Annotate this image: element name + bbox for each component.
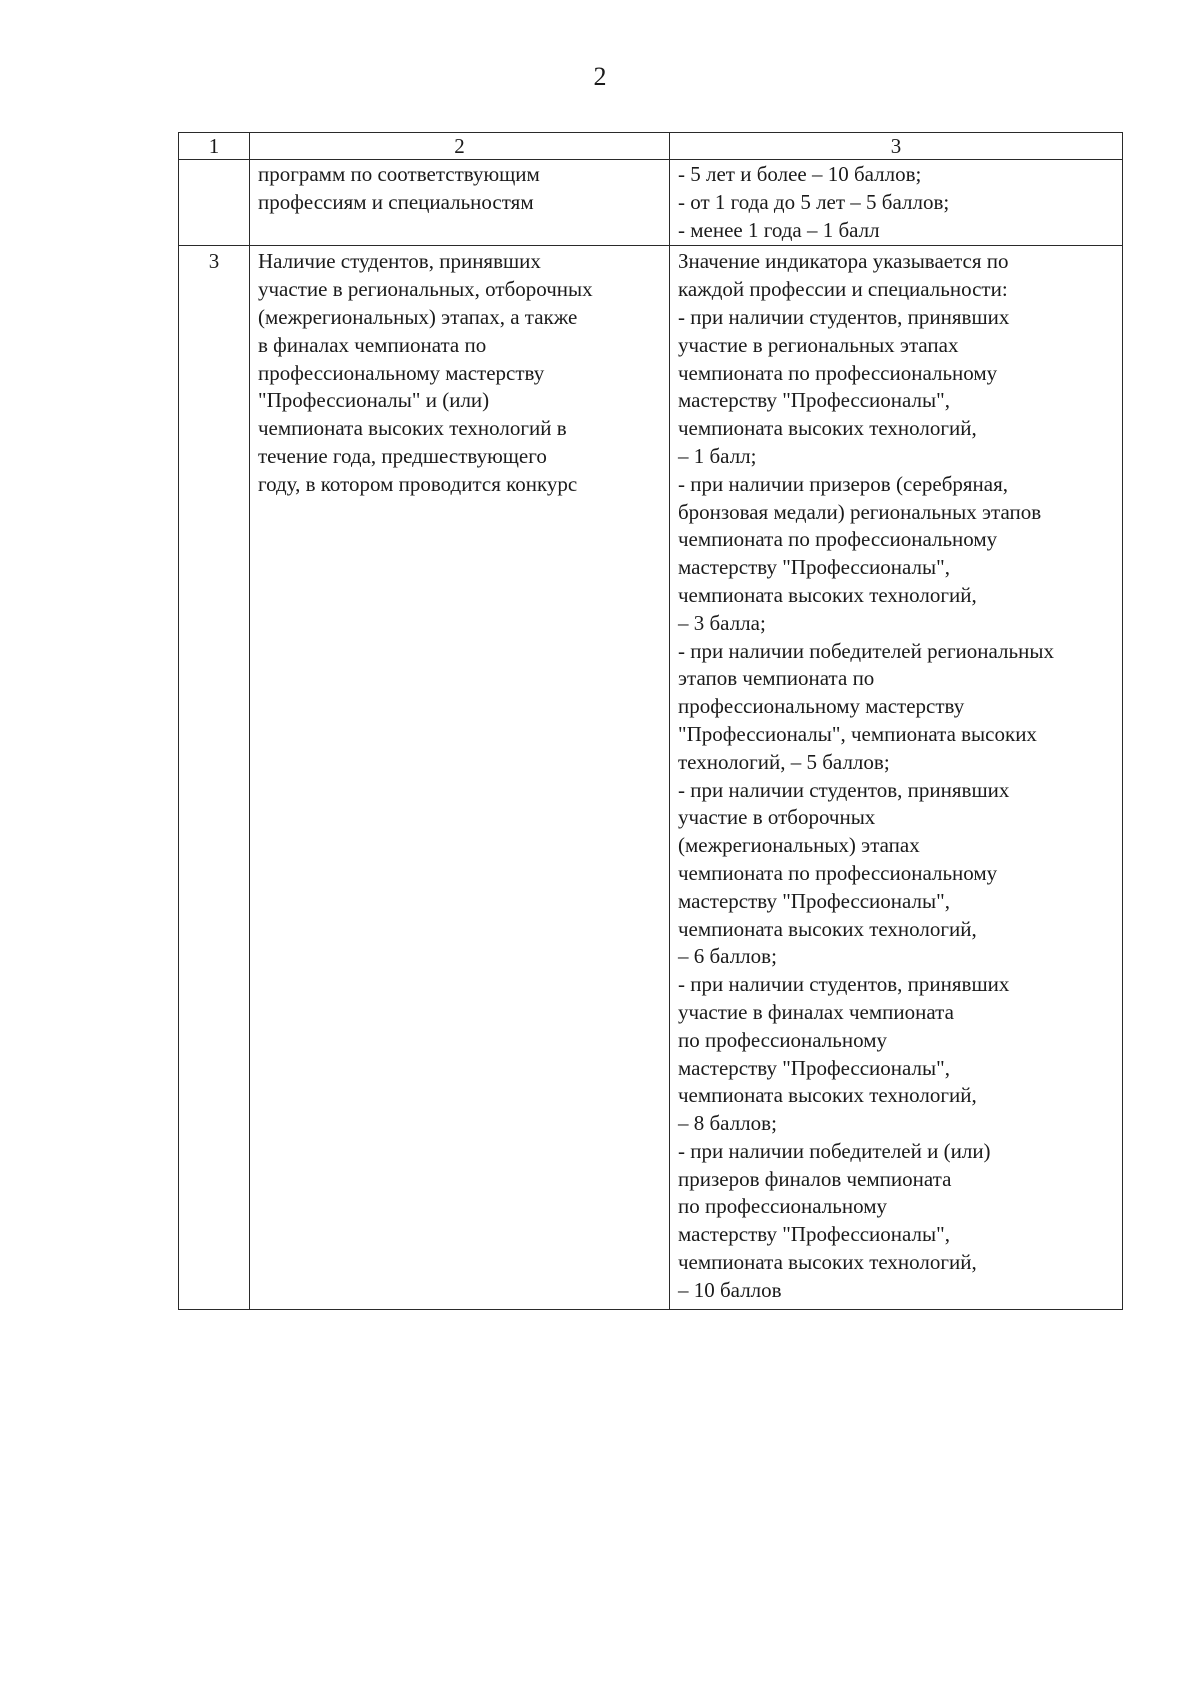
text-line: – 1 балл; [678,443,757,468]
text-line: – 8 баллов; [678,1111,777,1136]
text-line: призеров финалов чемпионата [678,1166,952,1191]
text-line: – 3 балла; [678,610,766,635]
table-header-row [179,133,1123,160]
scoring-cell [670,160,1123,246]
text-line: чемпионата высоких технологий, [678,582,977,607]
row-number-cell: 3 [179,246,250,1309]
text-line: чемпионата высоких технологий в [258,416,567,441]
text-line: участие в финалах чемпионата [678,999,954,1024]
text-line: - 5 лет и более – 10 баллов; [678,162,922,186]
text-line: участие в региональных, отборочных [258,277,593,302]
scoring-cell [670,246,1123,1309]
text-line: – 10 баллов [678,1277,782,1302]
text-line: - менее 1 года – 1 балл [678,217,880,242]
text-line: мастерству "Профессионалы", [678,888,950,913]
text-line: (межрегиональных) этапах, а также [258,304,578,329]
text-line: программ по соответствующим [258,162,540,186]
text-line: этапов чемпионата по [678,666,875,691]
text-line: течение года, предшествующего [258,443,547,468]
text-line: - при наличии победителей и (или) [678,1138,991,1163]
column-number-3: 3 [670,133,1123,160]
text-line: мастерству "Профессионалы", [678,388,950,413]
text-line: участие в региональных этапах [678,332,959,357]
text-line: чемпионата по профессиональному [678,527,998,552]
text-line: - при наличии студентов, принявших [678,777,1010,802]
table-row [179,160,1123,246]
criteria-table [178,132,1123,1310]
text-line: чемпионата по профессиональному [678,360,998,385]
table-row [179,246,1123,1309]
text-line: - при наличии студентов, принявших [678,972,1010,997]
page-number: 2 [593,62,607,91]
text-line: чемпионата высоких технологий, [678,416,977,441]
text-line: профессиям и специальностям [258,189,534,214]
text-line: участие в отборочных [678,805,876,830]
indicator-cell [250,160,670,246]
text-line: (межрегиональных) этапах [678,833,920,858]
column-number-1: 1 [179,133,250,160]
text-line: чемпионата по профессиональному [678,860,998,885]
text-line: технологий, – 5 баллов; [678,749,890,774]
text-line: в финалах чемпионата по [258,332,487,357]
text-line: году, в котором проводится конкурс [258,471,578,496]
text-line: Наличие студентов, принявших [258,249,541,274]
text-line: каждой профессии и специальности: [678,277,1008,302]
text-line: бронзовая медали) региональных этапов [678,499,1042,524]
row-number-cell [179,160,250,246]
text-line: "Профессионалы" и (или) [258,388,490,413]
text-line: по профессиональному [678,1027,887,1052]
text-line: мастерству "Профессионалы", [678,1222,950,1247]
text-line: - от 1 года до 5 лет – 5 баллов; [678,189,950,214]
text-line: профессиональному мастерству [678,694,965,719]
text-line: по профессиональному [678,1194,887,1219]
text-line: чемпионата высоких технологий, [678,1083,977,1108]
text-line: - при наличии студентов, принявших [678,304,1010,329]
text-line: Значение индикатора указывается по [678,249,1009,274]
text-line: – 6 баллов; [678,944,777,969]
text-line: профессиональному мастерству [258,360,545,385]
text-line: мастерству "Профессионалы", [678,555,950,580]
text-line: - при наличии победителей региональных [678,638,1054,663]
text-line: - при наличии призеров (серебряная, [678,471,1009,496]
text-line: чемпионата высоких технологий, [678,916,977,941]
text-line: чемпионата высоких технологий, [678,1250,977,1275]
text-line: мастерству "Профессионалы", [678,1055,950,1080]
indicator-cell [250,246,670,1309]
column-number-2: 2 [250,133,670,160]
text-line: "Профессионалы", чемпионата высоких [678,721,1037,746]
